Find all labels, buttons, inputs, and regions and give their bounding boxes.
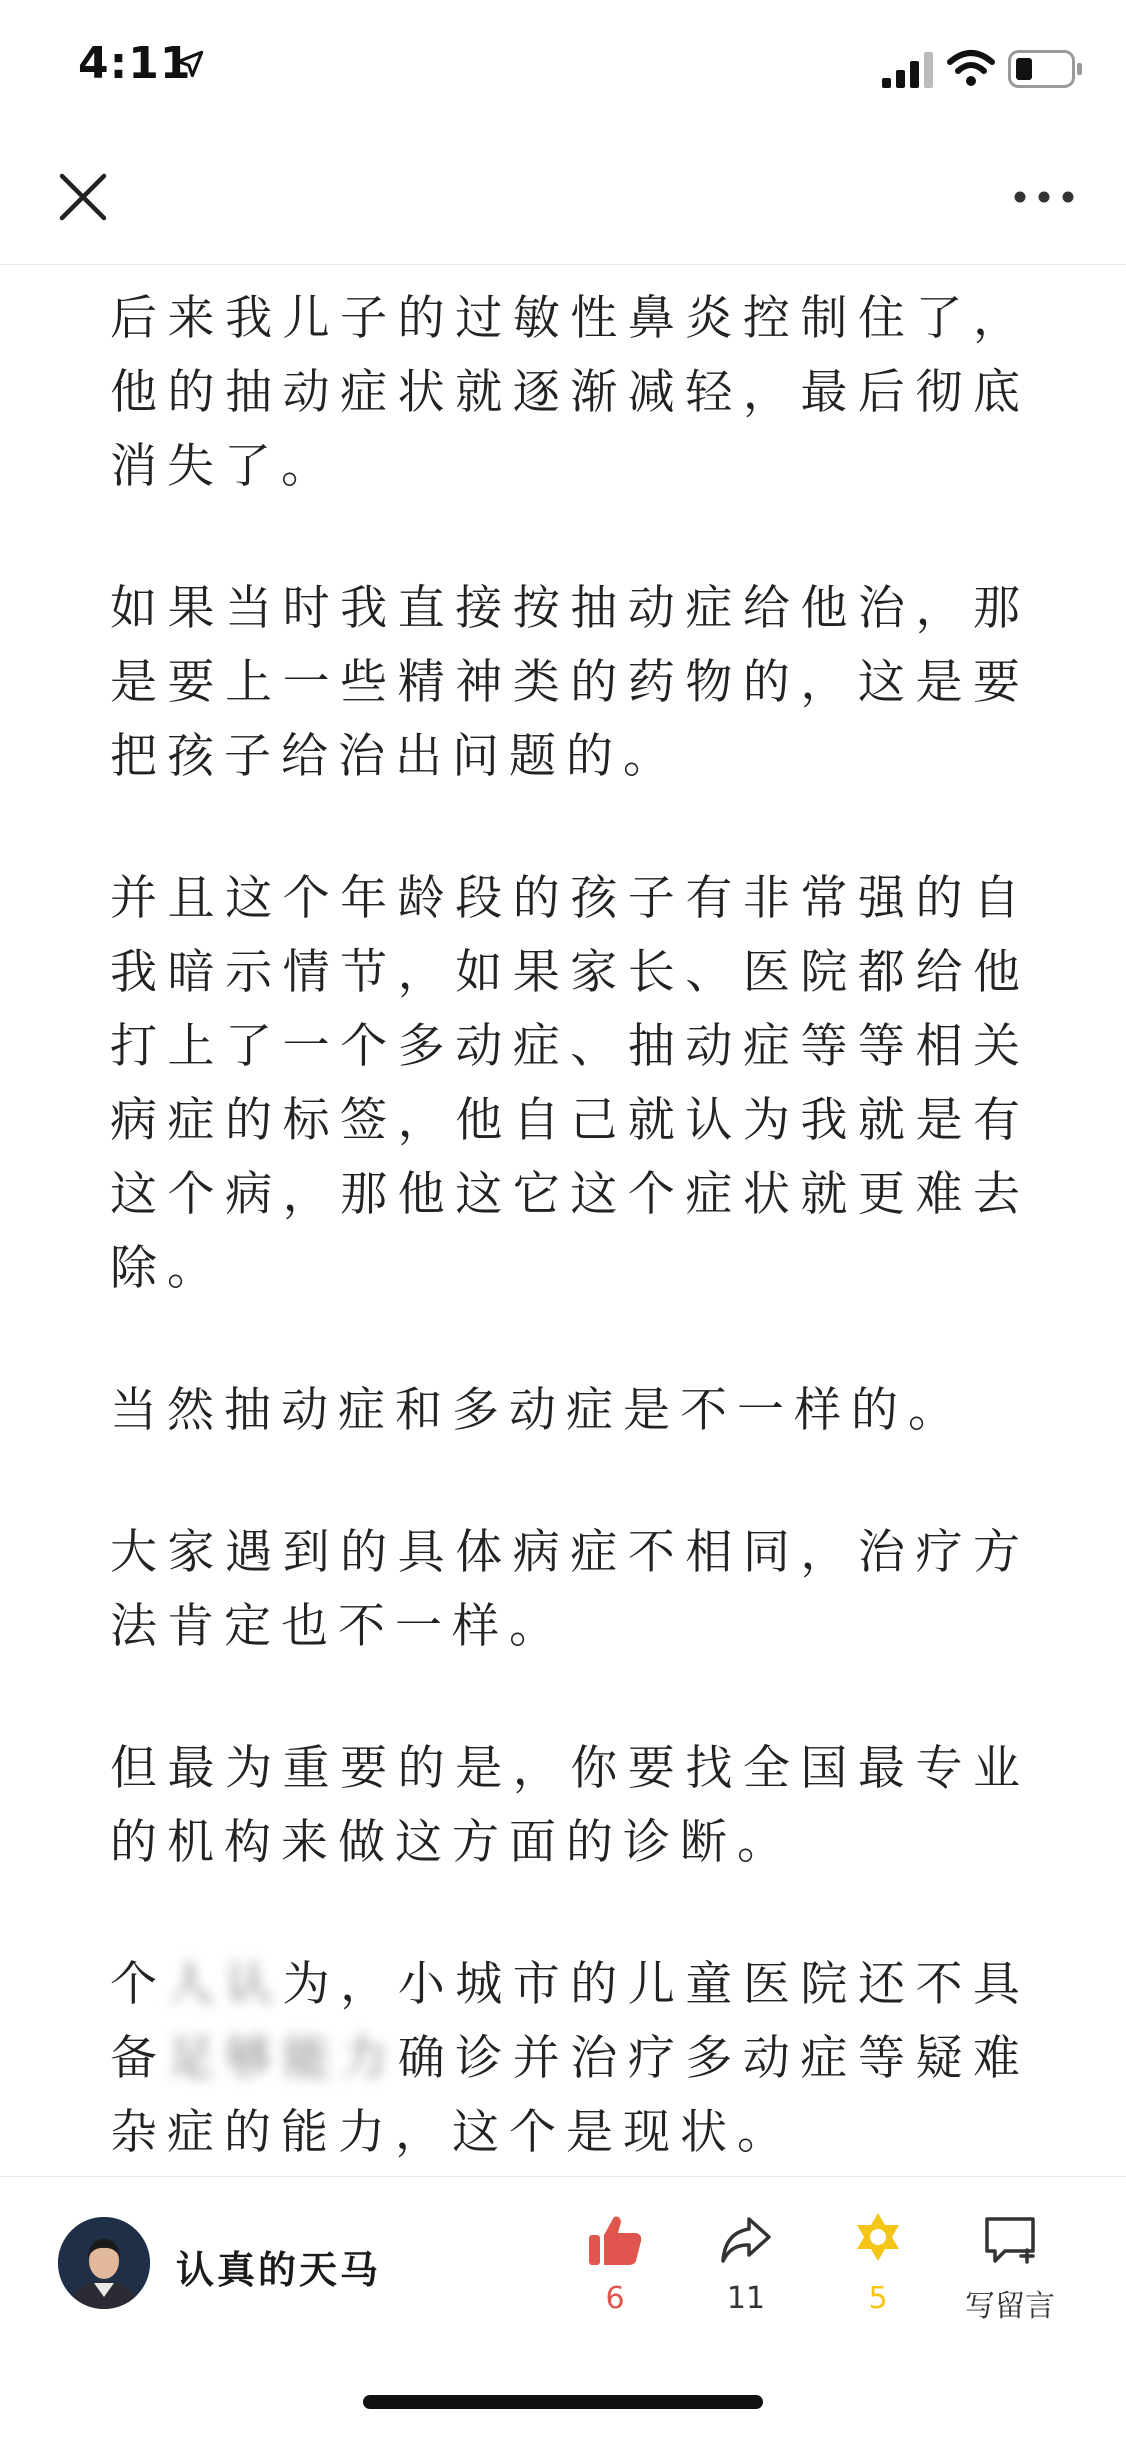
article-paragraph-last [110,1948,1030,2170]
wifi-icon [946,48,996,88]
article-paragraph: 并且这个年龄段的孩子有非常强的自我暗示情节，如果家长、医院都给他打上了一个多动症、抽动症等等相关病症的标签，他自己就认为我就是有这个病，那他这它这个症状就更难去除。 [110,871,1030,1296]
home-indicator[interactable] [363,2395,763,2409]
star-button[interactable] [818,2211,938,2316]
signal-icon [882,52,934,88]
author-name[interactable]: 认真的天马 [176,2248,382,2292]
location-arrow-icon [176,50,204,78]
blurred-text: 足够能力 [167,2031,398,2086]
battery-icon [1008,50,1084,88]
share-count: 11 [726,2281,766,2316]
star-count: 5 [868,2281,888,2316]
star-icon [849,2211,907,2269]
article-paragraph: 后来我儿子的过敏性鼻炎控制住了，他的抽动症状就逐渐减轻，最后彻底消失了。 [110,291,1030,494]
thumbs-up-icon [586,2211,644,2269]
article-paragraph: 如果当时我直接按抽动症给他治，那是要上一些精神类的药物的，这是要把孩子给治出问题的。 [110,581,1030,784]
article-body [110,282,1030,2238]
text-segment: 确诊并治疗多动症等疑难杂症的能力，这个是现状。 [110,2031,1031,2160]
comment-icon [981,2211,1039,2269]
article-paragraph: 大家遇到的具体病症不相同，治疗方法肯定也不一样。 [110,1525,1030,1654]
write-comment-label: 写留言 [965,2289,1055,2324]
status-time: 4:11 [78,38,192,89]
article-paragraph: 当然抽动症和多动症是不一样的。 [110,1383,965,1438]
avatar-image [58,2217,150,2309]
blurred-text: 人认 [167,1957,283,2012]
nav-bar [0,130,1126,265]
status-bar [0,0,1126,130]
share-icon [717,2211,775,2269]
text-segment: 个 [110,1957,168,2012]
text-segment: 为，小城市的儿童医院还不具备 [110,1957,1031,2086]
avatar[interactable] [58,2217,150,2309]
like-button[interactable] [555,2211,675,2316]
share-button[interactable] [686,2211,806,2316]
article-paragraph: 但最为重要的是，你要找全国最专业的机构来做这方面的诊断。 [110,1741,1030,1870]
like-count: 6 [605,2281,625,2316]
close-icon[interactable] [56,170,110,224]
more-icon[interactable] [1012,182,1076,212]
write-comment-button[interactable] [950,2211,1070,2325]
